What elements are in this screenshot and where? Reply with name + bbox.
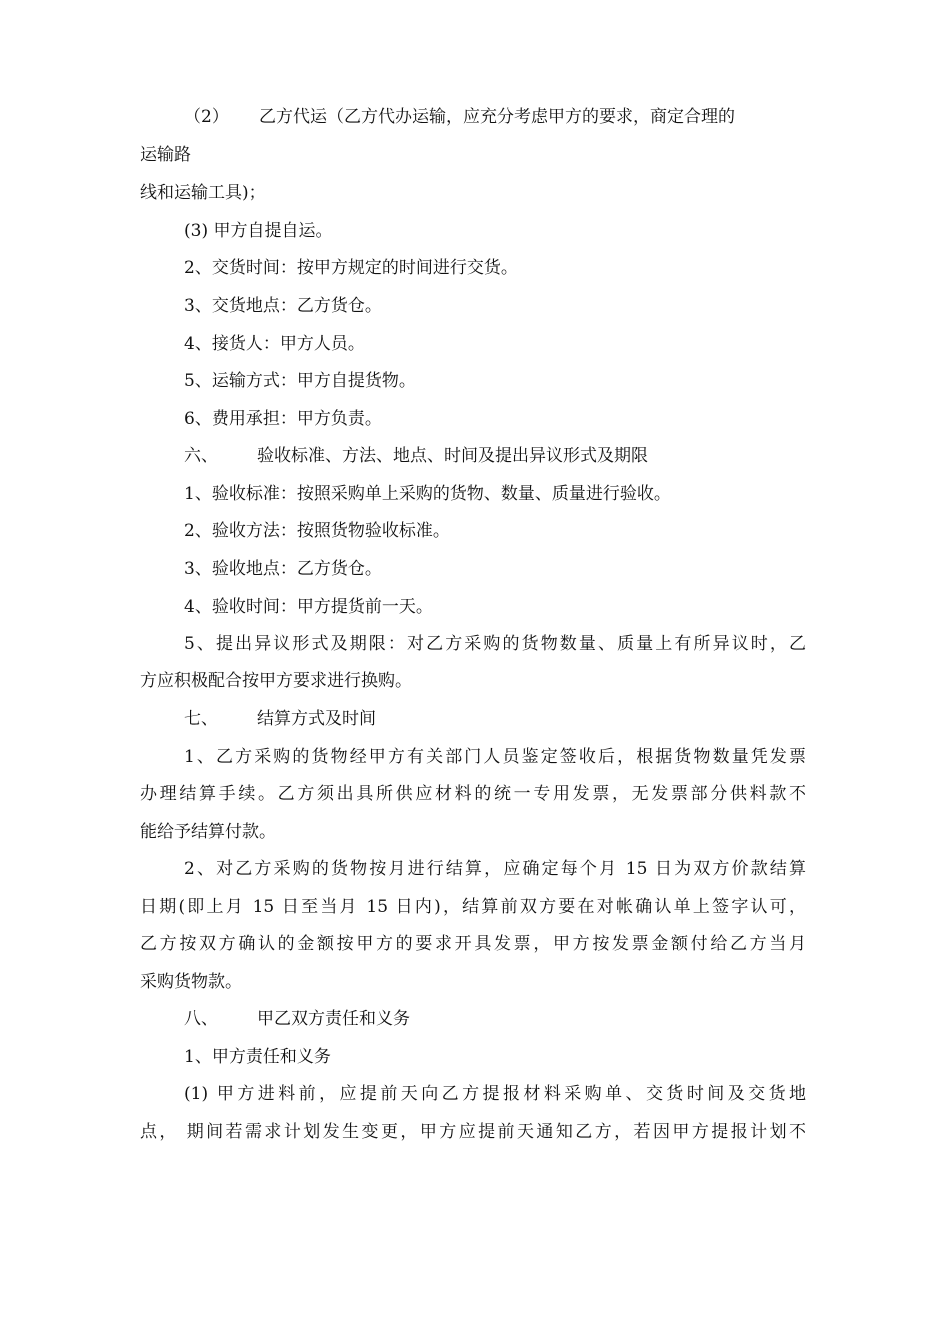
section-number: 七、 — [184, 709, 218, 729]
section-number: 六、 — [184, 446, 218, 466]
text-line: 1、验收标准：按照采购单上采购的货物、数量、质量进行验收。 — [184, 484, 671, 504]
text-line: 2、对乙方采购的货物按月进行结算，应确定每个月 15 日为双方价款结算 — [184, 859, 806, 879]
text-line — [184, 105, 229, 129]
text-line: 4、接货人：甲方人员。 — [184, 334, 365, 354]
section-heading — [184, 707, 218, 731]
text-line: (3) 甲方自提自运。 — [184, 221, 333, 241]
text-line: (1) 甲方进料前，应提前天向乙方提报材料采购单、交货时间及交货地 — [184, 1084, 806, 1104]
section-title: 验收标准、方法、地点、时间及提出异议形式及期限 — [257, 446, 648, 466]
text-line: 3、验收地点：乙方货仓。 — [184, 559, 382, 579]
section-heading — [184, 1007, 218, 1031]
section-heading — [184, 444, 218, 468]
text-line: 4、验收时间：甲方提货前一天。 — [184, 597, 433, 617]
section-title: 甲乙双方责任和义务 — [257, 1009, 410, 1029]
text-line: 线和运输工具)； — [140, 183, 266, 203]
section-number: 八、 — [184, 1009, 218, 1029]
text-line: 办理结算手续。乙方须出具所供应材料的统一专用发票，无发票部分供料款不 — [140, 784, 806, 804]
text-line: 2、交货时间：按甲方规定的时间进行交货。 — [184, 258, 518, 278]
text-line: 1、甲方责任和义务 — [184, 1047, 331, 1067]
text-line: 1、乙方采购的货物经甲方有关部门人员鉴定签收后，根据货物数量凭发票 — [184, 747, 806, 767]
text-line: 点， 期间若需求计划发生变更，甲方应提前天通知乙方，若因甲方提报计划不 — [140, 1122, 806, 1142]
text-line: 6、费用承担：甲方负责。 — [184, 409, 382, 429]
text-line: 乙方按双方确认的金额按甲方的要求开具发票，甲方按发票金额付给乙方当月 — [140, 934, 806, 954]
item-label: （2） — [184, 107, 229, 127]
text-line: 采购货物款。 — [140, 972, 242, 992]
text-line: 5、提出异议形式及期限：对乙方采购的货物数量、质量上有所异议时，乙 — [184, 634, 806, 654]
text-line: 能给予结算付款。 — [140, 822, 276, 842]
text-line: 3、交货地点：乙方货仓。 — [184, 296, 382, 316]
text-line: 乙方代运（乙方代办运输，应充分考虑甲方的要求，商定合理的 — [259, 107, 735, 127]
text-line: 日期(即上月 15 日至当月 15 日内)，结算前双方要在对帐确认单上签字认可， — [140, 897, 806, 917]
text-line: 2、验收方法：按照货物验收标准。 — [184, 521, 450, 541]
section-title: 结算方式及时间 — [257, 709, 376, 729]
text-line: 运输路 — [140, 145, 191, 165]
text-line: 5、运输方式：甲方自提货物。 — [184, 371, 416, 391]
text-line: 方应积极配合按甲方要求进行换购。 — [140, 671, 412, 691]
